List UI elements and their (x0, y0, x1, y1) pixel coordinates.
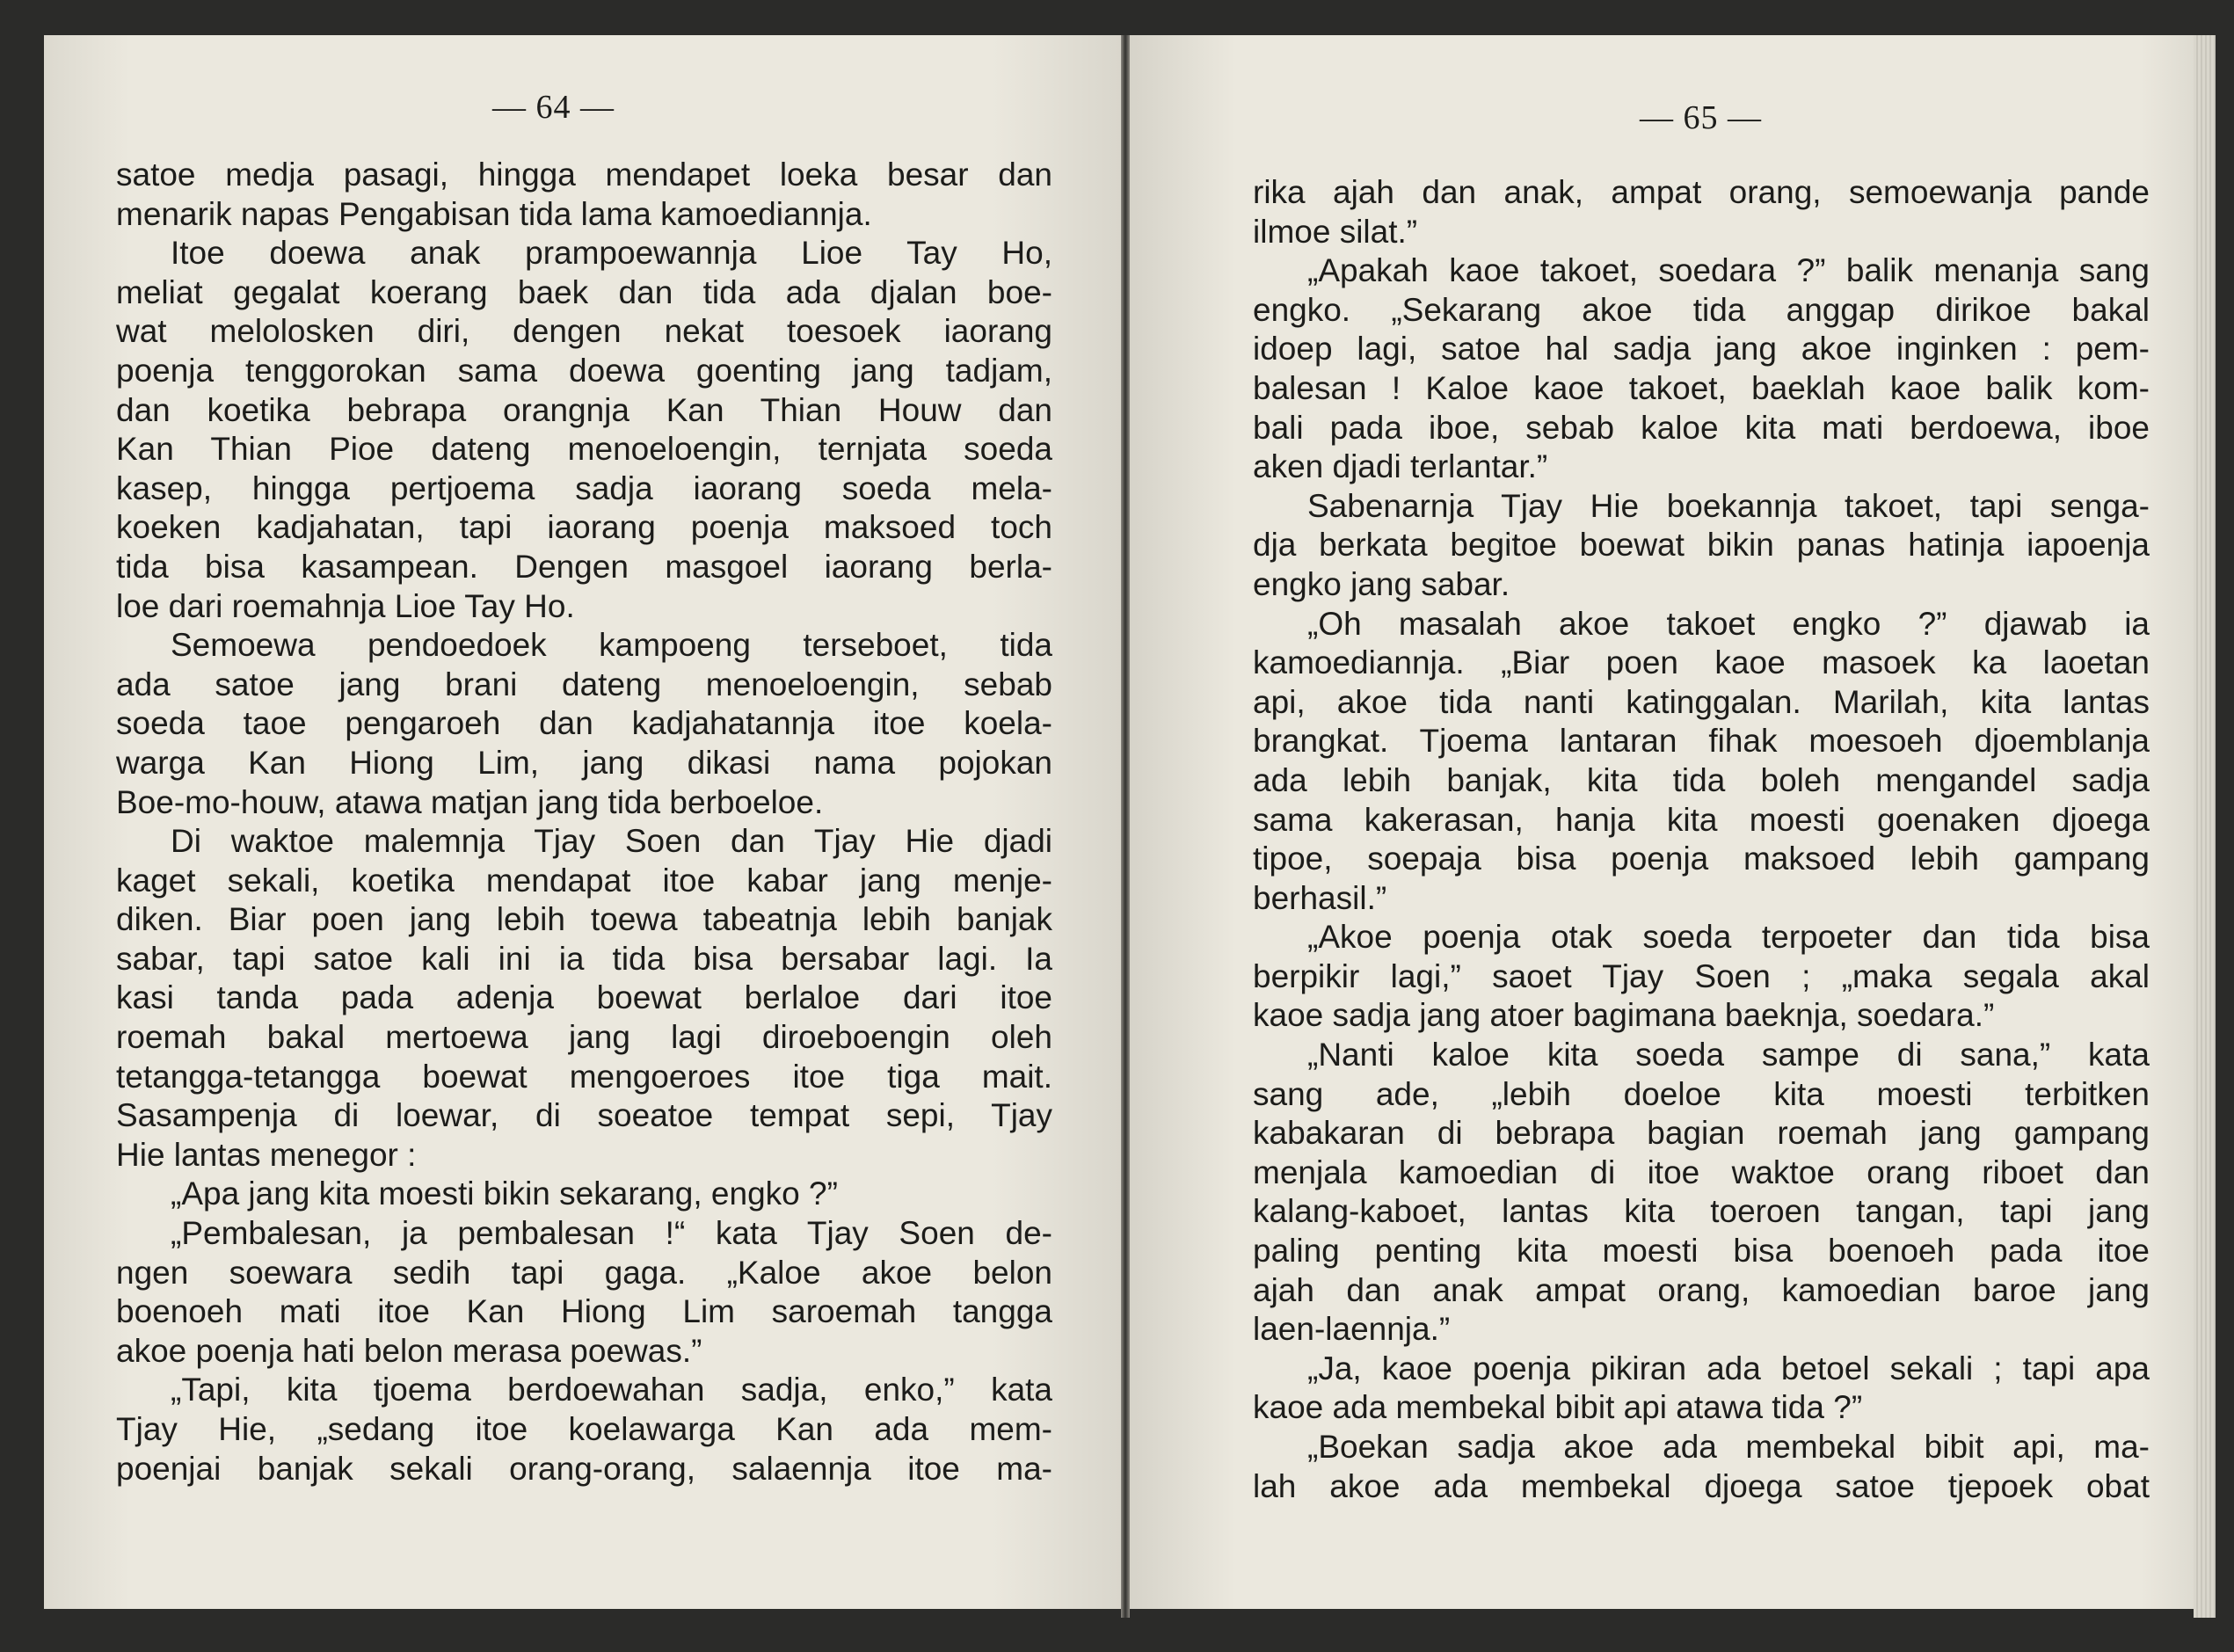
text-line: „Oh masalah akoe takoet engko ?” djawab ia (1307, 605, 2150, 642)
text-line: sabar, tapi satoe kali ini ia tida bisa bersabar lagi. Ia (116, 940, 1052, 977)
text-line: boenoeh mati itoe Kan Hiong Lim saroemah tangga (116, 1293, 1052, 1330)
text-line: idoep lagi, satoe hal sadja jang akoe inginken : pem- (1253, 331, 2150, 368)
book-gutter (1121, 35, 1130, 1618)
text-line: „Apa jang kita moesti bikin sekarang, engko ?” (171, 1175, 838, 1212)
text-line: ada satoe jang brani dateng menoeloengin, sebab (116, 666, 1052, 702)
text-line: engko. „Sekarang akoe tida anggap dirikoe bakal (1253, 291, 2150, 328)
text-line: loe dari roemahnja Lioe Tay Ho. (116, 587, 575, 624)
right-page (1130, 35, 2194, 1609)
text-line: ngen soewara sedih tapi gaga. „Kaloe akoe belon (116, 1254, 1052, 1291)
text-line: berpikir lagi,” saoet Tjay Soen ; „maka segala akal (1253, 957, 2150, 994)
text-line: Di waktoe malemnja Tjay Soen dan Tjay Hie djadi (171, 823, 1052, 860)
text-line: api, akoe tida nanti katinggalan. Marilah, kita lantas (1253, 683, 2150, 720)
text-line: wat melolosken diri, dengen nekat toesoek iaorang (116, 313, 1052, 350)
text-line: kasep, hingga pertjoema sadja iaorang soeda mela- (116, 469, 1052, 506)
text-line: bali pada iboe, sebab kaloe kita mati berdoewa, iboe (1253, 409, 2150, 446)
text-line: poenjai banjak sekali orang-orang, salaennja itoe ma- (116, 1450, 1052, 1487)
text-line: rika ajah dan anak, ampat orang, semoewanja pande (1253, 174, 2150, 210)
text-line: Sabenarnja Tjay Hie boekannja takoet, tapi senga- (1307, 487, 2150, 524)
text-line: Tjay Hie, „sedang itoe koelawarga Kan ada mem- (116, 1411, 1052, 1447)
text-line: dja berkata begitoe boewat bikin panas hatinja iapoenja (1253, 527, 2150, 564)
text-line: ilmoe silat.” (1253, 213, 1418, 250)
text-line: ajah dan anak ampat orang, kamoedian baroe jang (1253, 1271, 2150, 1308)
text-line: brangkat. Tjoema lantaran fihak moesoeh djoemblanja (1253, 723, 2150, 760)
text-line: satoe medja pasagi, hingga mendapet loeka besar dan (116, 156, 1052, 193)
text-line: kasi tanda pada adenja boewat berlaloe dari itoe (116, 979, 1052, 1016)
text-line: kamoediannja. „Biar poen kaoe masoek ka laoetan (1253, 644, 2150, 681)
text-line: „Akoe poenja otak soeda terpoeter dan tida bisa (1307, 919, 2150, 956)
text-line: engko jang sabar. (1253, 565, 1510, 602)
text-line: berhasil.” (1253, 879, 1387, 916)
text-line: Itoe doewa anak prampoewannja Lioe Tay Ho, (171, 235, 1052, 272)
text-line: kalang-kaboet, lantas kita toeroen tangan, tapi jang (1253, 1193, 2150, 1230)
text-line: tida bisa kasampean. Dengen masgoel iaorang berla- (116, 548, 1052, 585)
text-line: Hie lantas menegor : (116, 1136, 417, 1173)
text-line: „Boekan sadja akoe ada membekal bibit api, ma- (1307, 1429, 2150, 1465)
text-line: warga Kan Hiong Lim, jang dikasi nama pojokan (116, 744, 1052, 781)
right-page-text (1253, 173, 2150, 1506)
text-line: soeda taoe pengaroeh dan kadjahatannja itoe koela- (116, 705, 1052, 742)
text-line: sang ade, „lebih doeloe kita moesti terbitken (1253, 1075, 2150, 1112)
text-line: „Apakah kaoe takoet, soedara ?” balik menanja sang (1307, 252, 2150, 289)
left-page (44, 35, 1121, 1609)
text-line: kaget sekali, koetika mendapat itoe kabar jang menje- (116, 862, 1052, 899)
text-line: kabakaran di bebrapa bagian roemah jang gampang (1253, 1115, 2150, 1152)
text-line: sama kakerasan, hanja kita moesti goenaken djoega (1253, 801, 2150, 838)
text-line: akoe poenja hati belon merasa poewas.” (116, 1332, 702, 1369)
text-line: „Ja, kaoe poenja pikiran ada betoel sekali ; tapi apa (1307, 1350, 2150, 1386)
text-line: diken. Biar poen jang lebih toewa tabeatnja lebih banjak (116, 901, 1052, 938)
text-line: „Tapi, kita tjoema berdoewahan sadja, enko,” kata (171, 1372, 1052, 1408)
text-line: menarik napas Pengabisan tida lama kamoediannja. (116, 195, 872, 232)
text-line: Boe-mo-houw, atawa matjan jang tida berboeloe. (116, 783, 824, 820)
text-line: paling penting kita moesti bisa boenoeh pada itoe (1253, 1233, 2150, 1270)
left-page-text (116, 156, 1052, 1488)
text-line: menjala kamoedian di itoe waktoe orang riboet dan (1253, 1153, 2150, 1190)
text-line: Sasampenja di loewar, di soeatoe tempat sepi, Tjay (116, 1097, 1052, 1134)
page-number-right: — 65 — (1640, 99, 1762, 136)
text-line: „Pembalesan, ja pembalesan !“ kata Tjay Soen de- (171, 1215, 1052, 1252)
text-line: kaoe sadja jang atoer bagimana baeknja, soedara.” (1253, 997, 1995, 1034)
text-line: lah akoe ada membekal djoega satoe tjepoek obat (1253, 1467, 2150, 1504)
page-edges (2194, 35, 2216, 1618)
text-line: laen-laennja.” (1253, 1311, 1451, 1348)
text-line: Kan Thian Pioe dateng menoeloengin, ternjata soeda (116, 431, 1052, 468)
text-line: meliat gegalat koerang baek dan tida ada djalan boe- (116, 273, 1052, 310)
text-line: kaoe ada membekal bibit api atawa tida ?” (1253, 1389, 1863, 1426)
text-line: roemah bakal mertoewa jang lagi diroeboengin oleh (116, 1019, 1052, 1056)
page-number-left: — 64 — (492, 89, 615, 126)
text-line: balesan ! Kaloe kaoe takoet, baeklah kaoe balik kom- (1253, 369, 2150, 406)
text-line: koeken kadjahatan, tapi iaorang poenja maksoed toch (116, 509, 1052, 546)
text-line: aken djadi terlantar.” (1253, 448, 1548, 485)
text-line: Semoewa pendoedoek kampoeng terseboet, tida (171, 627, 1052, 664)
text-line: tipoe, soepaja bisa poenja maksoed lebih gampang (1253, 841, 2150, 877)
text-line: ada lebih banjak, kita tida boleh mengandel sadja (1253, 761, 2150, 798)
text-line: dan koetika bebrapa orangnja Kan Thian Houw dan (116, 391, 1052, 428)
text-line: „Nanti kaloe kita soeda sampe di sana,” kata (1307, 1037, 2150, 1073)
text-line: poenja tenggorokan sama doewa goenting jang tadjam, (116, 352, 1052, 389)
text-line: tetangga-tetangga boewat mengoeroes itoe tiga mait. (116, 1058, 1052, 1095)
